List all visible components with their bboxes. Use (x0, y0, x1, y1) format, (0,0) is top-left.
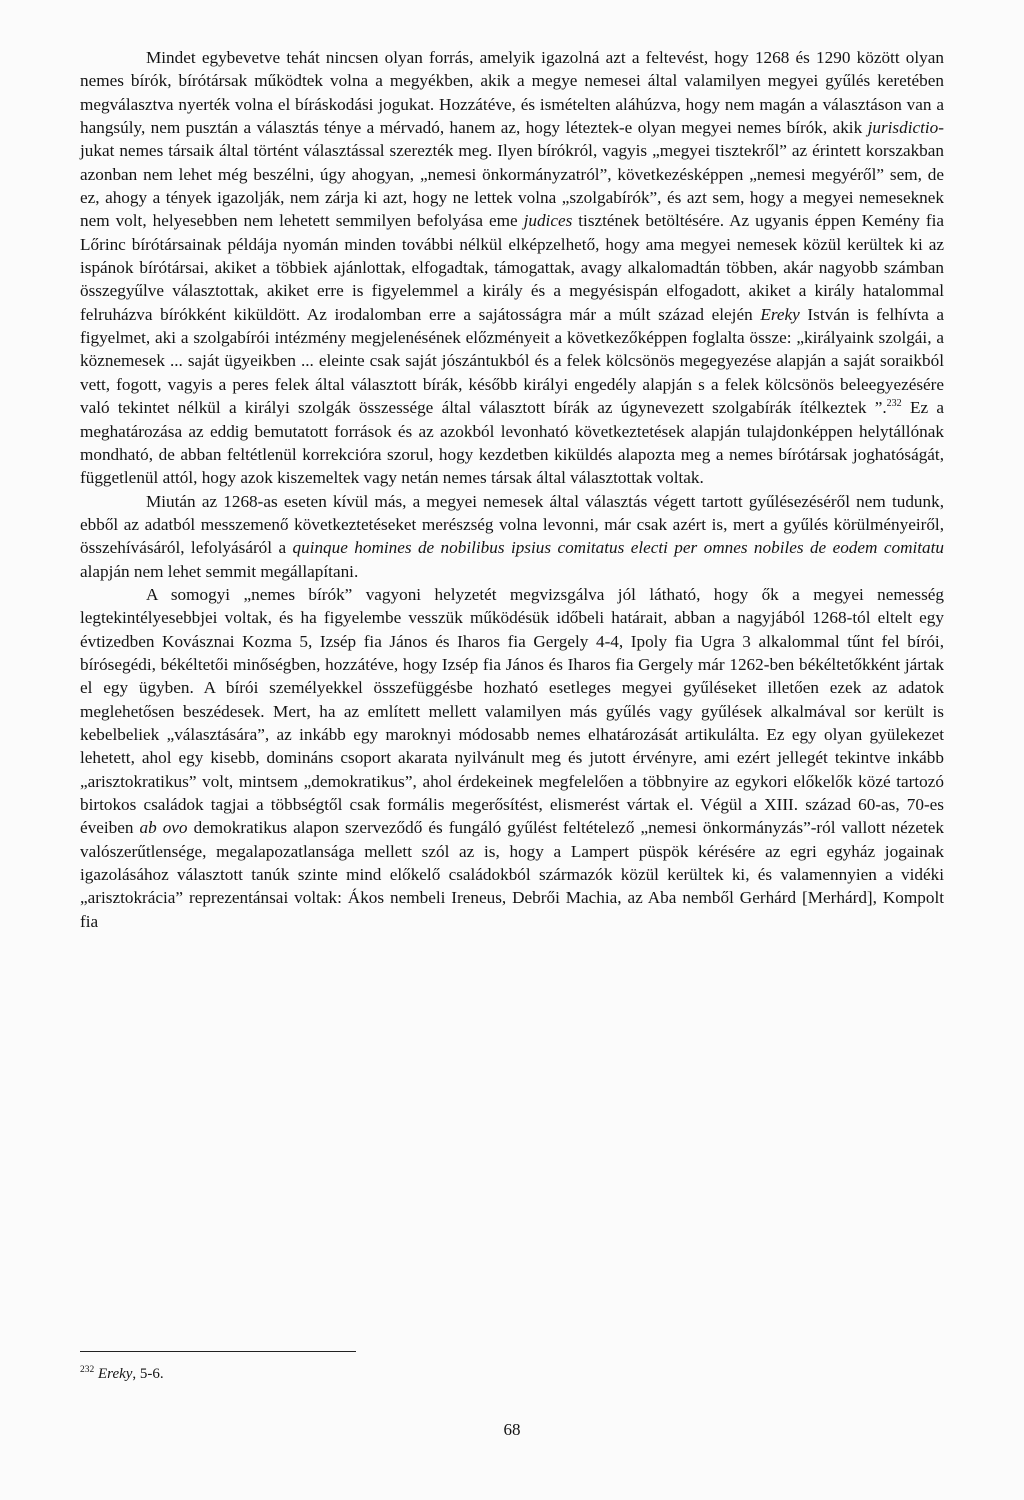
text-run: A somogyi „nemes bírók” vagyoni helyzetét megvizsgálva jól látható, hogy ők a megyei nemesség legtekintélyesebbjei voltak, és ha figyelembe vesszük működésük időbeli határait, abban a nagyjából 1268-tól eltelt egy évtizedben Kovásznai Kozma 5, Izsép fia János és Iharos fia Gergely 4-4, Ipoly fia Ugra 3 alkalommal tűnt fel bírói, bírósegédi, békéltetői minőségben, hozzátéve, hogy Izsép fia János és Iharos fia Gergely már 1262-ben békéltetőkként jártak el egy ügyben. A bírói személyekkel összefüggésbe hozható esetleges megyei gyűléseket illetően ezek az adatok meglehetősen beszédesek. Mert, ha az említett mellett valamilyen más gyűlés vagy gyűlések alkalmával sor került is kebelbeliek „választására”, az inkább egy maroknyi módosabb nemes elhatározását artikulálta. Ez egy olyan gyülekezet lehetett, ahol egy kisebb, domináns csoport akarata nyilvánult meg és jutott érvényre, ami ezért jellegét tekintve inkább „arisztokratikus” volt, mintsem „demokratikus”, ahol érdekeinek megfelelően a többnyire az egykori előkelők közé tartozó birtokos családok tagjai a többségtől csak formális megerősítést, elismerést vártak el. Végül a XIII. század 60-as, 70-es éveiben (80, 584, 944, 838)
text-run: tisztének betöltésére. Az ugyanis éppen Kemény fia Lőrinc bírótársainak példája nyomán minden további nélkül elképzelhető, hogy ama megyei nemesek közül kerültek ki az ispánok bírótársai, akiket a többiek ajánlottak, elfogadtak, támogattak, avagy alkalomadtán többen, akár nagyobb számban összegyűlve választottak, akiket erre is figyelemmel a király és a megyésispán elfogadott, akiket a király hatalommal felruházva bírókként kiküldött. Az irodalomban erre a sajátosságra már a múlt század elején (80, 211, 944, 324)
paragraph (80, 583, 944, 933)
text-run: demokratikus alapon szerveződő és fungáló gyűlést feltételező „nemesi önkormányzás”-ról vallott nézetek valószerűtlensége, megalapozatlansága mellett szól az is, hogy a Lampert püspök kérésére az egri egyház jogainak igazolásához választott tanúk szinte mind előkelő családokból származók közül kerültek ki, és valamennyien a vidéki „arisztokrácia” reprezentánsai voltak: Ákos nembeli Ireneus, Debrői Machia, az Aba nemből Gerhárd [Merhárd], Kompolt fia (80, 818, 944, 931)
text-run: -jukat nemes társaik által történt választással szerezték meg. Ilyen bírókról, vagyis „megyei tisztekről” az érintett korszakban azonban nem lehet még beszélni, úgy ahogyan, „nemesi önkormányzatról”, következésképpen „nemesi megyéről” sem, de ez, ahogy a tények igazolják, nem zárja ki azt, hogy ne lettek volna „szolgabírók”, és azt sem, hogy a megyei nemeseknek nem volt, helyesebben nem lehetett semmilyen befolyása eme (80, 118, 944, 231)
body-text (80, 46, 944, 933)
italic-text: Ereky (760, 304, 800, 324)
page-number: 68 (503, 1420, 521, 1439)
footnote-pages: , 5-6. (132, 1366, 164, 1382)
text-run: alapján nem lehet semmit megállapítani. (80, 561, 359, 581)
footnote-author: Ereky (98, 1366, 133, 1382)
italic-text: ab ovo (139, 818, 188, 838)
paragraph (80, 46, 944, 490)
text-run: Mindet egybevetve tehát nincsen olyan forrás, amelyik igazolná azt a feltevést, hogy 1268 és 1290 között olyan nemes bírók, bírótársak működtek volna a megyékben, akik a megye nemesei által valamilyen megyei gyűlés keretében megválasztva nyerték volna el bíráskodási jogukat. Hozzátéve, és ismételten aláhúzva, hogy nem magán a választáson van a hangsúly, nem pusztán a választás ténye a mérvadó, hanem az, hogy léteztek-e olyan megyei nemes bírók, akik (80, 48, 944, 138)
italic-text: judices (523, 211, 573, 231)
paragraph (80, 490, 944, 583)
text-run: István is felhívta a figyelmet, aki a szolgabírói intézmény megjelenésének előzményeit a következőképpen foglalta össze: „királyaink szolgái, a köznemesek ... saját ügyeikben ... eleinte csak saját jószántukból és a felek kölcsönös megegyezése alapján a saját soraikból vett, fogott, vagyis a peres felek által választott bírák, később királyi engedély alapján s a felek kölcsönös beleegyezésére való tekintet nélkül a királyi szolgák összessége által választott bírák az úgynevezett szolgabírák ítélkeztek ”. (80, 304, 944, 418)
footnote-separator (80, 1351, 356, 1352)
italic-text: quinque homines de nobilibus ipsius comitatus electi per omnes nobiles de eodem comitatu (292, 538, 944, 558)
text-run: Miután az 1268-as eseten kívül más, a megyei nemesek által választás végett tartott gyűlésezéséről nem tudunk, ebből az adatból messzemenő következtetéseket merészség volna levonni, már csak azért is, mert a gyűlés körülményeiről, összehívásáról, lefolyásáról a (80, 491, 944, 558)
footnote-232 (80, 1364, 680, 1384)
italic-text: jurisdictio (867, 118, 939, 138)
footnote-number: 232 (80, 1365, 95, 1375)
footnote-reference: 232 (886, 398, 902, 410)
text-run: Ez a meghatározása az eddig bemutatott források és az azokból levonható következtetések alapján tulajdonképpen helytállónak mondható, de abban feltétlenül korrekcióra szorul, hogy kezdetben kiküldés alapozta meg a nemes bírótársak joghatóságát, függetlenül attól, hogy azok kiszemeltek vagy netán nemes társak által választottak voltak. (80, 398, 944, 488)
